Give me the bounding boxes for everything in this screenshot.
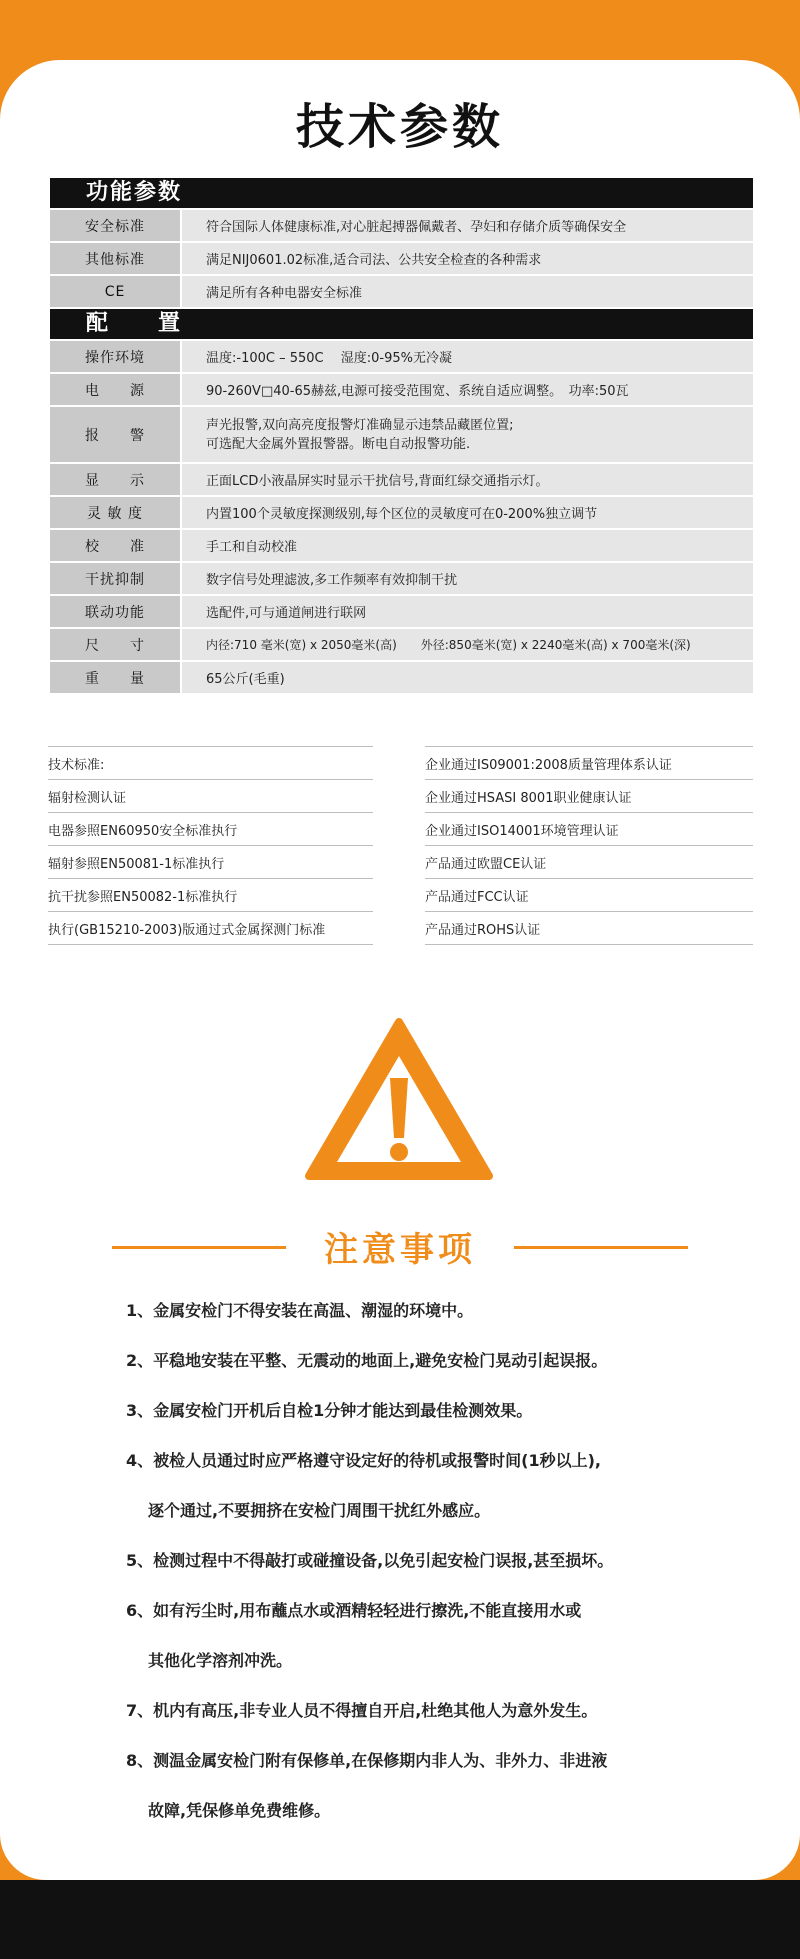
spec-row (50, 341, 753, 372)
spec-label: 安全标准 (50, 210, 180, 241)
list-item: 企业通过ISO14001环境管理认证 (425, 813, 753, 846)
list-item: 7、机内有高压,非专业人员不得擅自开启,杜绝其他人为意外发生。 (126, 1701, 598, 1720)
list-item: 技术标准: (48, 746, 373, 780)
section-header-config: 配 置 (50, 309, 753, 339)
spec-label: 校 准 (50, 530, 180, 561)
spec-label: 显 示 (50, 464, 180, 495)
spec-value: 声光报警,双向高亮度报警灯准确显示违禁品藏匿位置; 可选配大金属外置报警器。断电自动报警功能. (182, 407, 753, 462)
list-item: 3、金属安检门开机后自检1分钟才能达到最佳检测效果。 (126, 1401, 533, 1420)
spec-value: 内置100个灵敏度探测级别,每个区位的灵敏度可在0-200%独立调节 (182, 497, 753, 528)
list-item: 2、平稳地安装在平整、无震动的地面上,避免安检门晃动引起误报。 (126, 1351, 608, 1370)
spec-row (50, 563, 753, 594)
spec-row (50, 243, 753, 274)
bottom-black-band (0, 1880, 800, 1959)
spec-row (50, 662, 753, 693)
spec-value: 温度:-100C – 550C 湿度:0-95%无冷凝 (182, 341, 753, 372)
spec-value: 正面LCD小液晶屏实时显示干扰信号,背面红绿交通指示灯。 (182, 464, 753, 495)
spec-row (50, 464, 753, 495)
spec-row (50, 210, 753, 241)
spec-value: 符合国际人体健康标准,对心脏起搏器佩戴者、孕妇和存储介质等确保安全 (182, 210, 753, 241)
list-item: 4、被检人员通过时应严格遵守设定好的待机或报警时间(1秒以上), (126, 1451, 601, 1470)
spec-row (50, 530, 753, 561)
list-item: 8、测温金属安检门附有保修单,在保修期内非人为、非外力、非进液 (126, 1751, 608, 1770)
spec-row (50, 374, 753, 405)
list-item: 辐射参照EN50081-1标准执行 (48, 846, 373, 879)
spec-label: 其他标准 (50, 243, 180, 274)
spec-value: 满足NIJ0601.02标准,适合司法、公共安全检查的各种需求 (182, 243, 753, 274)
list-item: 5、检测过程中不得敲打或碰撞设备,以免引起安检门误报,甚至损坏。 (126, 1551, 614, 1570)
spec-label: CE (50, 276, 180, 307)
spec-value: 内径:710 毫米(宽) x 2050毫米(高) 外径:850毫米(宽) x 2240毫米(高) x 700毫米(深) (182, 629, 753, 660)
spec-row (50, 497, 753, 528)
divider-right (514, 1246, 688, 1249)
standards-left-list (48, 746, 373, 945)
list-item: 企业通过HSASI 8001职业健康认证 (425, 780, 753, 813)
list-item: 抗干扰参照EN50082-1标准执行 (48, 879, 373, 912)
spec-row (50, 629, 753, 660)
list-item-continuation: 逐个通过,不要拥挤在安检门周围干扰红外感应。 (148, 1501, 491, 1520)
notice-header (112, 1222, 688, 1272)
spec-value: 数字信号处理滤波,多工作频率有效抑制干扰 (182, 563, 753, 594)
spec-label: 重 量 (50, 662, 180, 693)
list-item: 产品通过欧盟CE认证 (425, 846, 753, 879)
spec-label: 尺 寸 (50, 629, 180, 660)
spec-value: 选配件,可与通道闸进行联网 (182, 596, 753, 627)
list-item: 辐射检测认证 (48, 780, 373, 813)
spec-row (50, 596, 753, 627)
list-item: 企业通过IS09001:2008质量管理体系认证 (425, 746, 753, 780)
list-item: 产品通过FCC认证 (425, 879, 753, 912)
spec-label: 联动功能 (50, 596, 180, 627)
list-item: 执行(GB15210-2003)版通过式金属探测门标准 (48, 912, 373, 945)
spec-label: 操作环境 (50, 341, 180, 372)
page-title: 技术参数 (295, 99, 504, 155)
spec-value: 满足所有各种电器安全标准 (182, 276, 753, 307)
spec-table (50, 178, 753, 693)
warning-triangle-icon (303, 1016, 495, 1182)
spec-value: 65公斤(毛重) (182, 662, 753, 693)
notice-list (126, 1298, 686, 1848)
list-item: 电器参照EN60950安全标准执行 (48, 813, 373, 846)
standards-right-list (425, 746, 753, 945)
list-item-continuation: 故障,凭保修单免费维修。 (148, 1801, 331, 1820)
spec-value: 手工和自动校准 (182, 530, 753, 561)
spec-row (50, 407, 753, 462)
notice-title: 注意事项 (324, 1230, 476, 1270)
section-header-function: 功能参数 (50, 178, 753, 208)
list-item: 6、如有污尘时,用布蘸点水或酒精轻轻进行擦洗,不能直接用水或 (126, 1601, 582, 1620)
spec-row (50, 276, 753, 307)
spec-label: 干扰抑制 (50, 563, 180, 594)
list-item: 产品通过ROHS认证 (425, 912, 753, 945)
spec-label: 灵 敏 度 (50, 497, 180, 528)
list-item-continuation: 其他化学溶剂冲洗。 (148, 1651, 293, 1670)
spec-label: 电 源 (50, 374, 180, 405)
spec-label: 报 警 (50, 407, 180, 462)
spec-value: 90-260V□40-65赫兹,电源可接受范围宽、系统自适应调整。 功率:50瓦 (182, 374, 753, 405)
list-item: 1、金属安检门不得安装在高温、潮湿的环境中。 (126, 1301, 474, 1320)
